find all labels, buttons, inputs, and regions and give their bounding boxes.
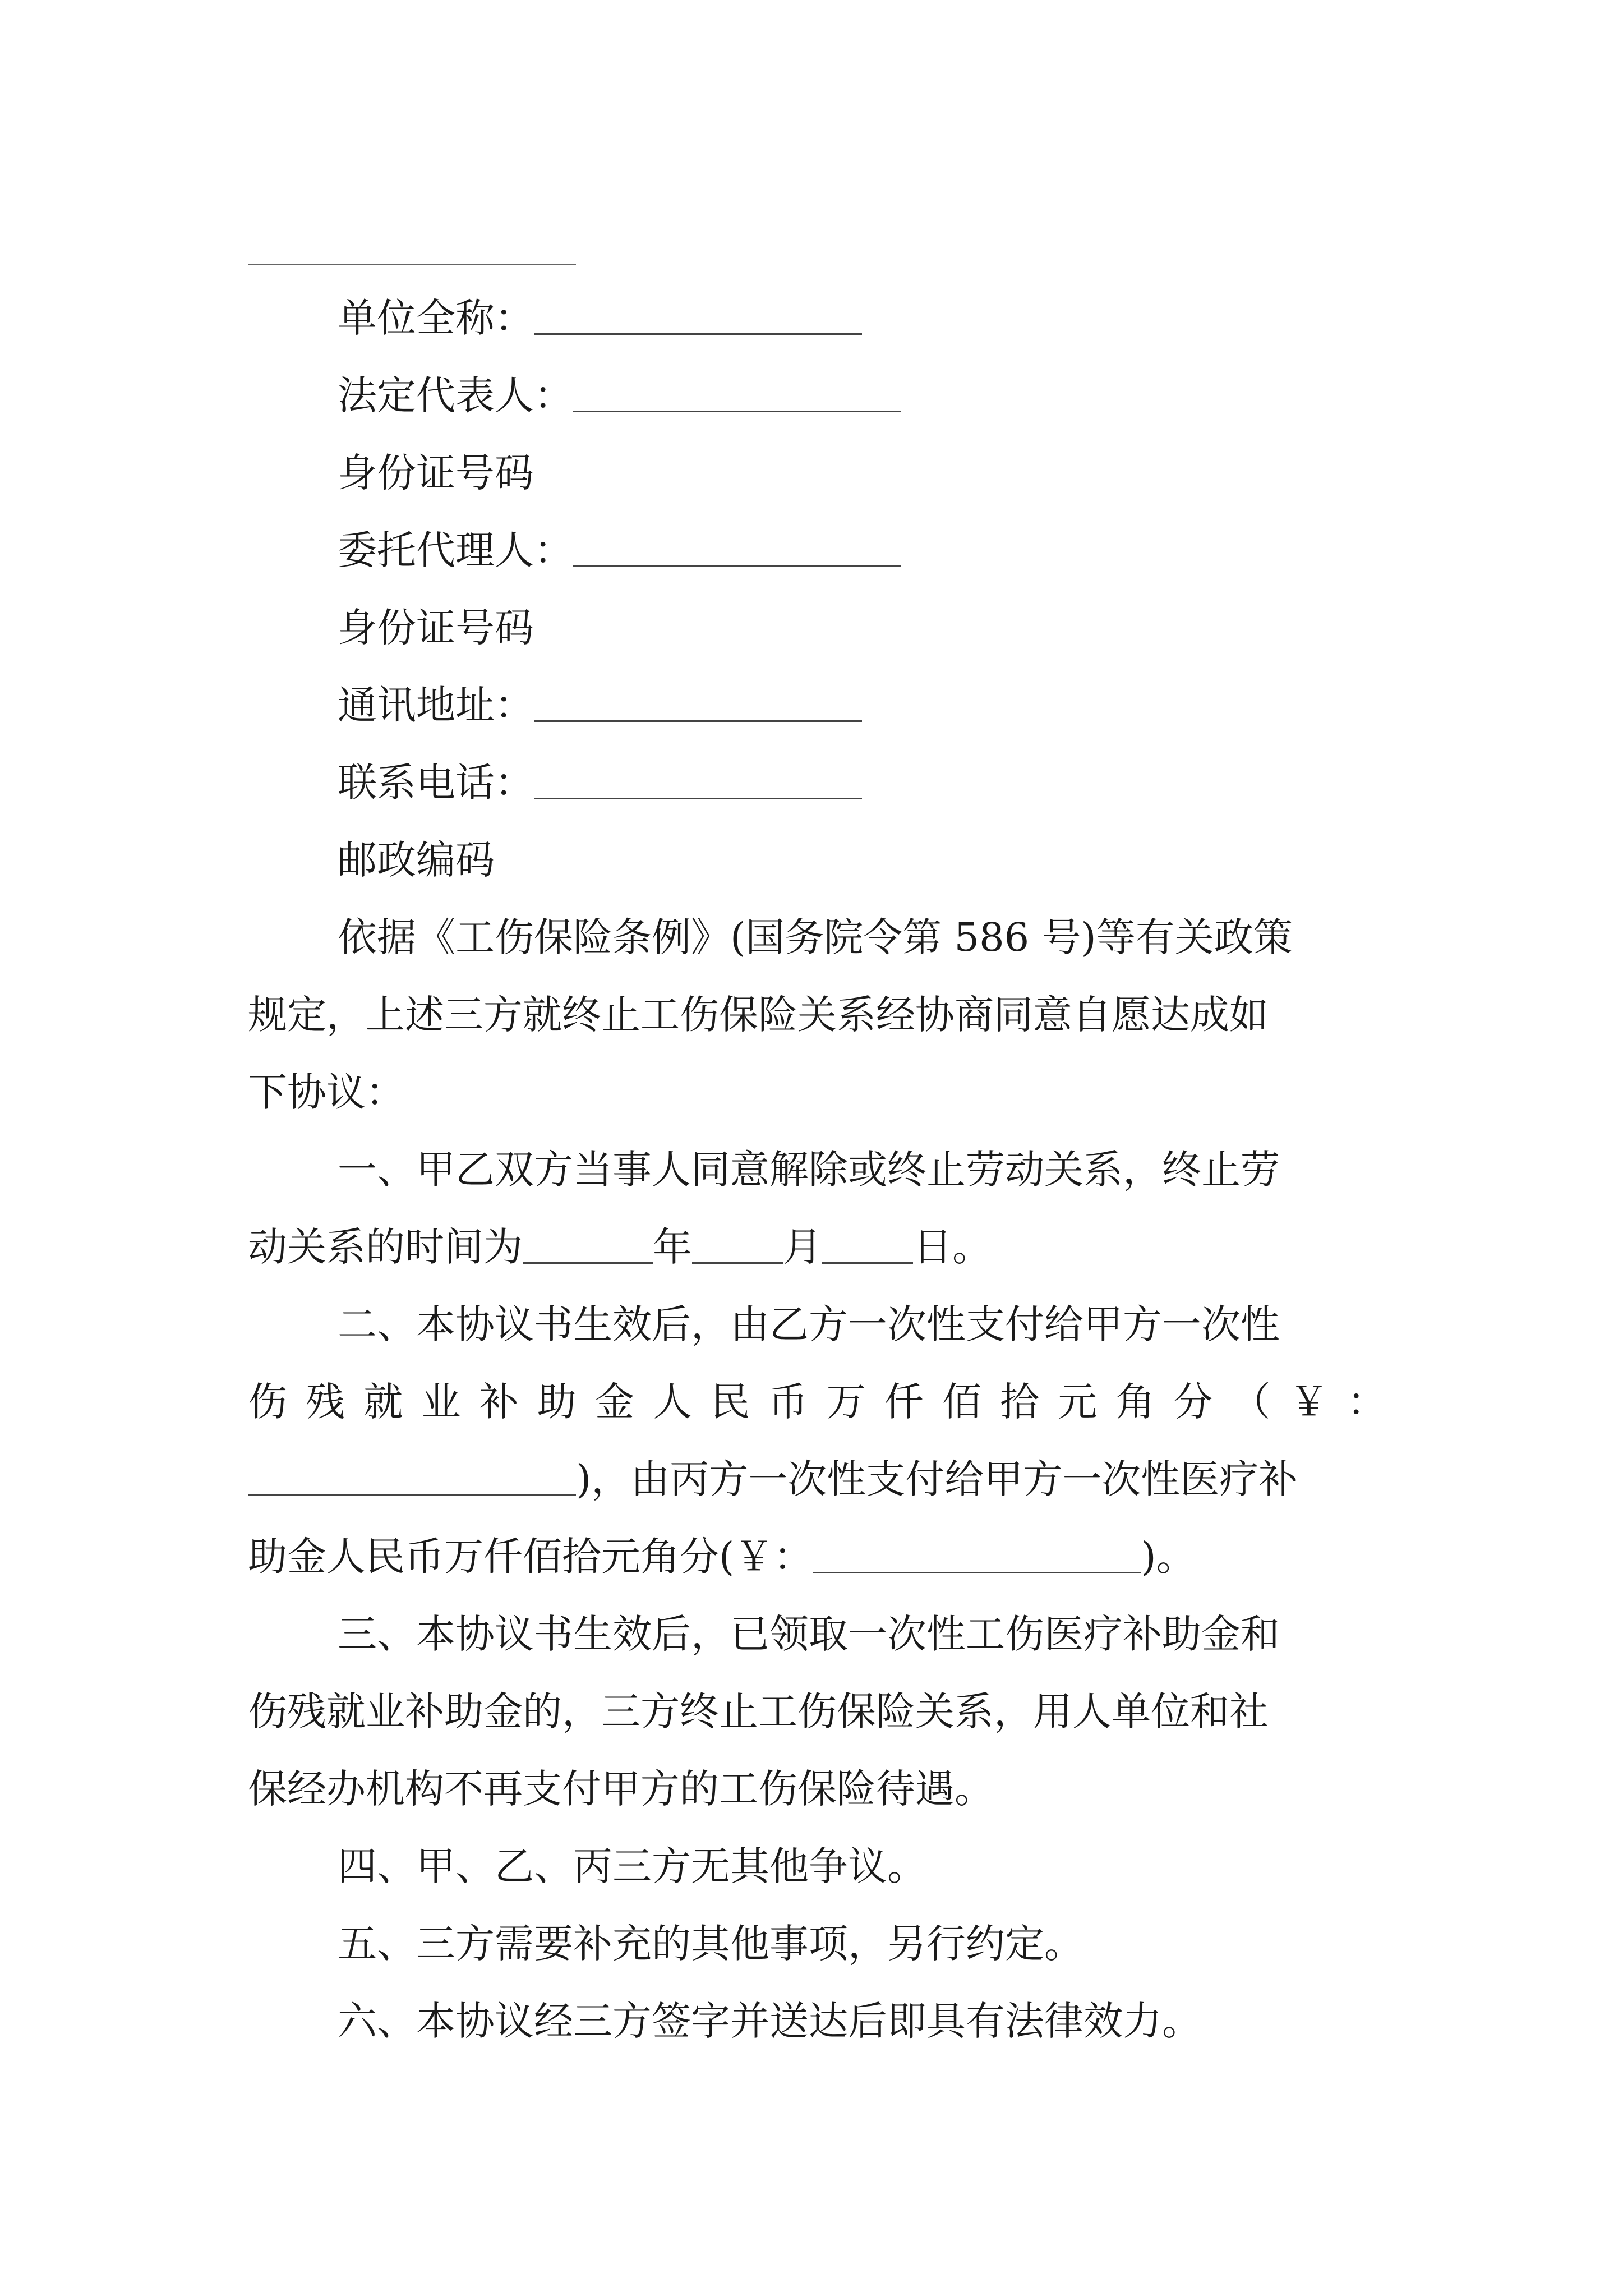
clause-text: 伤残就业补助金的，三方终止工伤保险关系，用人单位和社 <box>248 1688 1269 1734</box>
year-label: 年 <box>653 1224 692 1270</box>
clause-2-spaced-line <box>248 1363 1386 1441</box>
id-number-label: 身份证号码 <box>338 450 534 496</box>
intro-line <box>248 976 1386 1053</box>
clause-text: 动关系的时间为 <box>248 1224 523 1270</box>
id-number-line-1 <box>248 434 1386 512</box>
agent-line <box>248 512 1386 589</box>
month-blank[interactable] <box>692 1262 783 1264</box>
clause-char: 佰 <box>942 1379 981 1425</box>
day-label: 日。 <box>913 1224 992 1270</box>
year-blank[interactable] <box>523 1262 653 1264</box>
unit-name-label: 单位全称： <box>338 295 534 341</box>
clause-4-line <box>248 1828 1386 1905</box>
address-label: 通讯地址： <box>338 682 534 728</box>
clause-3-line <box>248 1595 1386 1673</box>
clause-char: 残 <box>306 1379 345 1425</box>
clause-char: 民 <box>711 1379 750 1425</box>
clause-char: 拾 <box>1000 1379 1040 1425</box>
clause-6-line <box>248 1982 1386 2060</box>
clause-text: 四、甲、乙、丙三方无其他争议。 <box>338 1843 926 1889</box>
clause-1-date-line <box>248 1208 1386 1286</box>
clause-char: 仟 <box>884 1379 924 1425</box>
clause-3-line <box>248 1673 1386 1750</box>
clause-char: 人 <box>653 1379 693 1425</box>
amount-blank-1[interactable] <box>248 1494 576 1496</box>
clause-2-amount-line <box>248 1441 1386 1518</box>
clause-char: ： <box>1347 1379 1386 1425</box>
clause-text: )。 <box>1141 1534 1196 1580</box>
month-label: 月 <box>783 1224 822 1270</box>
postal-code-line <box>248 821 1386 899</box>
address-line <box>248 666 1386 744</box>
clause-char: 金 <box>594 1379 634 1425</box>
id-number-line-2 <box>248 589 1386 666</box>
intro-line <box>248 899 1386 976</box>
clause-char: 分 <box>1173 1379 1213 1425</box>
postal-code-label: 邮政编码 <box>338 837 495 883</box>
clause-char: 元 <box>1058 1379 1098 1425</box>
clause-char: 业 <box>421 1379 461 1425</box>
legal-rep-label: 法定代表人： <box>338 372 573 418</box>
clause-char: 伤 <box>248 1379 287 1425</box>
phone-blank[interactable] <box>534 797 862 799</box>
legal-rep-line <box>248 357 1386 434</box>
clause-char: ￥ <box>1289 1379 1329 1425</box>
clause-char: （ <box>1231 1379 1271 1425</box>
intro-text: 依据《工伤保险条例》(国务院令第 586 号)等有关政策 <box>338 914 1293 960</box>
agreement-body <box>248 279 1386 2060</box>
intro-text: 下协议： <box>248 1069 405 1115</box>
address-blank[interactable] <box>534 720 862 722</box>
clause-text: 一、甲乙双方当事人同意解除或终止劳动关系，终止劳 <box>338 1147 1280 1193</box>
phone-label: 联系电话： <box>338 760 534 806</box>
clause-char: 币 <box>768 1379 808 1425</box>
clause-text: 六、本协议经三方签字并送达后即具有法律效力。 <box>338 1998 1201 2044</box>
clause-char: 角 <box>1115 1379 1155 1425</box>
clause-2-line <box>248 1286 1386 1363</box>
intro-text: 规定，上述三方就终止工伤保险关系经协商同意自愿达成如 <box>248 992 1269 1038</box>
amount-blank-2[interactable] <box>813 1571 1141 1573</box>
day-blank[interactable] <box>822 1262 913 1264</box>
clause-char: 助 <box>537 1379 577 1425</box>
top-rule <box>248 264 576 265</box>
agent-blank[interactable] <box>573 565 901 567</box>
legal-rep-blank[interactable] <box>573 410 901 412</box>
clause-text: 三、本协议书生效后，已领取一次性工伤医疗补助金和 <box>338 1611 1280 1657</box>
clause-char: 就 <box>363 1379 403 1425</box>
id-number-label: 身份证号码 <box>338 605 534 651</box>
agent-label: 委托代理人： <box>338 527 573 573</box>
clause-2-amount-line-2 <box>248 1518 1386 1595</box>
clause-5-line <box>248 1905 1386 1982</box>
clause-3-line <box>248 1750 1386 1828</box>
clause-text: 五、三方需要补充的其他事项，另行约定。 <box>338 1921 1083 1967</box>
phone-line <box>248 744 1386 821</box>
clause-char: 补 <box>479 1379 519 1425</box>
clause-text: 二、本协议书生效后，由乙方一次性支付给甲方一次性 <box>338 1301 1280 1347</box>
clause-char: 万 <box>826 1379 866 1425</box>
clause-text: 保经办机构不再支付甲方的工伤保险待遇。 <box>248 1766 994 1812</box>
clause-1-line <box>248 1131 1386 1208</box>
intro-line <box>248 1053 1386 1131</box>
clause-text: 助金人民币万仟佰拾元角分(￥： <box>248 1534 813 1580</box>
unit-name-blank[interactable] <box>534 333 862 335</box>
clause-text: )，由丙方一次性支付给甲方一次性医疗补 <box>576 1456 1298 1502</box>
unit-name-line <box>248 279 1386 357</box>
